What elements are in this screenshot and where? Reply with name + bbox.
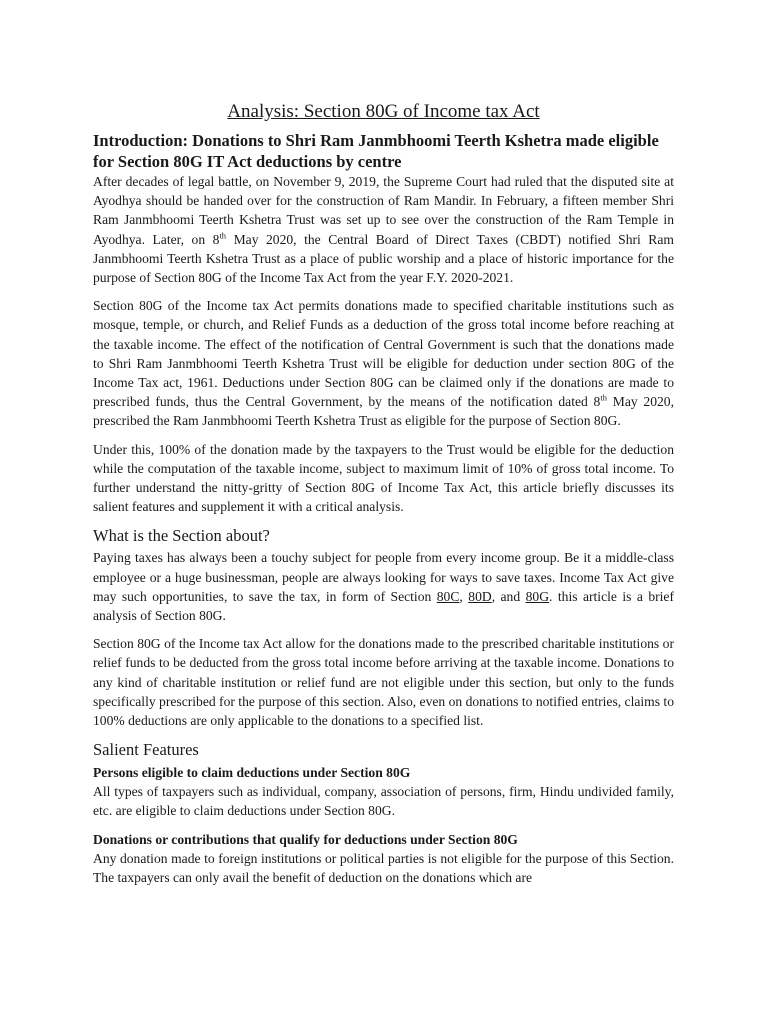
paragraph-intro-part-b: May 2020, the Central Board of Direct Taxes (CBDT) notified Shri Ram Janmbhoomi Teerth Kshetra Trust as a place of public worship and a place of historic importance for the purpose of Section 80G of the Income Tax Act from the year F.Y. 2020-2021.	[93, 231, 674, 286]
salient-features-heading: Salient Features	[93, 740, 199, 760]
paragraph-section-80g-allow: Section 80G of the Income tax Act allow for the donations made to the prescribed charitable institutions or relief funds to be deducted from the gross total income before arriving at the taxable income. Donations to any kind of charitable institution or relief fund are not eligible under this section, but only to the funds specifically prescribed for the purpose of this section. Also, even on donations to notified entries, claims to 100% deductions are only applicable to the donations to a specified list.	[93, 636, 674, 729]
paragraph-paying-taxes	[93, 548, 674, 625]
paragraph-intro	[93, 172, 674, 287]
separator: ,	[459, 588, 469, 604]
persons-eligible-heading: Persons eligible to claim deductions under Section 80G	[93, 765, 411, 781]
paragraph-deduction-limit: Under this, 100% of the donation made by the taxpayers to the Trust would be eligible for the deduction while the computation of the taxable income, subject to maximum limit of 10% of gross total income. To further understand the nitty-gritty of Section 80G of Income Tax Act, this article briefly discusses its salient features and supplement it with a critical analysis.	[93, 441, 674, 515]
document-page	[93, 100, 674, 887]
intro-heading: Introduction: Donations to Shri Ram Janmbhoomi Teerth Kshetra made eligible for Section 80G IT Act deductions by centre	[93, 131, 659, 171]
paragraph-paying-taxes-part-a: Paying taxes has always been a touchy subject for people from every income group. Be it a middle-class employee or a huge businessman, people are always looking for ways to save taxes. Income Tax Act give may such opportunities, to save the tax, in form of Section	[93, 550, 674, 604]
paragraph-intro-part-a: After decades of legal battle, on November 9, 2019, the Supreme Court had ruled that the disputed site at Ayodhya should be handed over for the construction of Ram Mandir. In February, a fifteen member Shri Ram Janmbhoomi Teerth Kshetra Trust was set up to see over the construction of the Ram Temple in Ayodhya. Later, on 8	[93, 174, 674, 247]
link-80c[interactable]: 80C	[436, 588, 460, 604]
paragraph-donations-qualify: Any donation made to foreign institutions or political parties is not eligible for the purpose of this Section. The taxpayers can only avail the benefit of deduction on the donations which are	[93, 850, 674, 885]
ordinal-suffix: th	[219, 230, 227, 241]
ordinal-suffix: th	[600, 392, 607, 403]
donations-qualify-heading: Donations or contributions that qualify for deductions under Section 80G	[93, 831, 518, 847]
paragraph-section-80g-permits	[93, 296, 674, 430]
paragraph-80g-part-b: May 2020, prescribed the Ram Janmbhoomi Teerth Kshetra Trust as eligible for the purpose of Section 80G.	[93, 394, 674, 429]
paragraph-80g-part-a: Section 80G of the Income tax Act permits donations made to specified charitable institutions such as mosque, temple, or church, and Relief Funds as a deduction of the gross total income before reaching at the taxable income. The effect of the notification of Central Government is such that the donations made to Shri Ram Janmbhoomi Teerth Kshetra Trust will be eligible for deduction under section 80G of the Income Tax act, 1961. Deductions under Section 80G can be claimed only if the donations are made to prescribed funds, thus the Central Government, by the means of the notification dated 8	[93, 298, 674, 410]
link-80g[interactable]: 80G	[525, 588, 550, 604]
document-title: Analysis: Section 80G of Income tax Act	[227, 101, 540, 122]
paragraph-paying-taxes-part-b: . this article is a brief analysis of Section 80G.	[93, 588, 674, 624]
paragraph-eligible-taxpayers: All types of taxpayers such as individual, company, association of persons, firm, Hindu undivided family, etc. are eligible to claim deductions under Section 80G.	[93, 784, 674, 819]
section-about-heading: What is the Section about?	[93, 526, 270, 546]
link-80d[interactable]: 80D	[468, 588, 492, 604]
separator: , and	[491, 588, 526, 604]
